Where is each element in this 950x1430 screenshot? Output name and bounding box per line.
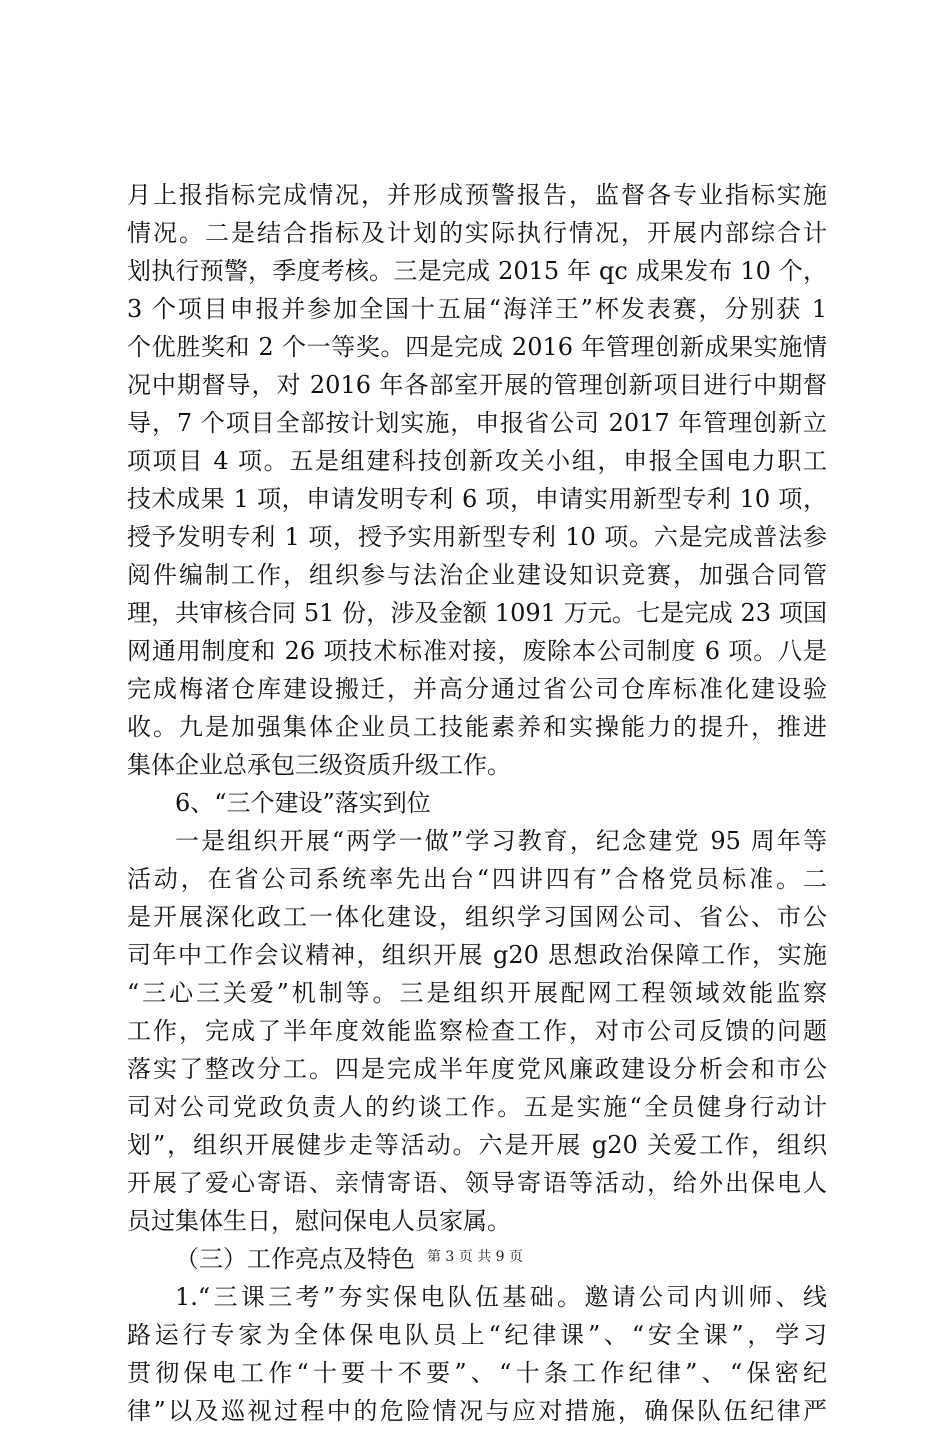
text-line: 技术成果 1 项，申请发明专利 6 项，申请实用新型专利 10 项， (127, 485, 827, 513)
text-line: 划执行预警，季度考核。三是完成 2015 年 qc 成果发布 10 个， (127, 257, 827, 285)
body-text (127, 176, 827, 1430)
text-line: 司对公司党政负责人的约谈工作。五是实施“全员健身行动计 (127, 1093, 827, 1121)
text-line: 月上报指标完成情况，并形成预警报告，监督各专业指标实施 (127, 181, 827, 209)
text-line: 个优胜奖和 2 个一等奖。四是完成 2016 年管理创新成果实施情 (127, 333, 827, 361)
text-line: 律”以及巡视过程中的危险情况与应对措施，确保队伍纪律严 (127, 1397, 827, 1425)
text-line: 1.“三课三考”夯实保电队伍基础。邀请公司内训师、线 (175, 1283, 827, 1311)
text-line: 活动，在省公司系统率先出台“四讲四有”合格党员标准。二 (127, 865, 827, 893)
text-line: 网通用制度和 26 项技术标准对接，废除本公司制度 6 项。八是 (127, 637, 827, 665)
text-line: 况中期督导，对 2016 年各部室开展的管理创新项目进行中期督 (127, 371, 827, 399)
text-line: “三心三关爱”机制等。三是组织开展配网工程领域效能监察 (127, 979, 827, 1007)
page-number-footer: 第 3 页 共 9 页 (426, 1249, 524, 1265)
text-line: 路运行专家为全体保电队员上“纪律课”、“安全课”，学习 (127, 1321, 827, 1349)
text-line: 完成梅渚仓库建设搬迁，并高分通过省公司仓库标准化建设验 (127, 675, 827, 703)
text-line: 司年中工作会议精神，组织开展 g20 思想政治保障工作，实施 (127, 941, 827, 969)
text-line: 收。九是加强集体企业员工技能素养和实操能力的提升，推进 (127, 713, 827, 741)
text-line: 授予发明专利 1 项，授予实用新型专利 10 项。六是完成普法参 (127, 523, 827, 551)
text-line: 集体企业总承包三级资质升级工作。 (127, 751, 511, 779)
text-line: 员过集体生日，慰问保电人员家属。 (127, 1207, 511, 1235)
text-line: 划”，组织开展健步走等活动。六是开展 g20 关爱工作，组织 (127, 1131, 827, 1159)
text-line: 项项目 4 项。五是组建科技创新攻关小组，申报全国电力职工 (127, 447, 827, 475)
section-heading: （三）工作亮点及特色 (175, 1245, 415, 1273)
text-line: 情况。二是结合指标及计划的实际执行情况，开展内部综合计 (127, 219, 827, 247)
text-line: 导，7 个项目全部按计划实施，申报省公司 2017 年管理创新立 (127, 409, 827, 437)
text-line: 工作，完成了半年度效能监察检查工作，对市公司反馈的问题 (127, 1017, 827, 1045)
text-line: 贯彻保电工作“十要十不要”、“十条工作纪律”、“保密纪 (127, 1359, 827, 1387)
text-line: 落实了整改分工。四是完成半年度党风廉政建设分析会和市公 (127, 1055, 827, 1083)
section-heading: 6、“三个建设”落实到位 (175, 789, 431, 817)
text-line: 理，共审核合同 51 份，涉及金额 1091 万元。七是完成 23 项国 (127, 599, 827, 627)
text-line: 3 个项目申报并参加全国十五届“海洋王”杯发表赛，分别获 1 (127, 295, 827, 323)
text-line: 是开展深化政工一体化建设，组织学习国网公司、省公、市公 (127, 903, 827, 931)
text-line: 开展了爱心寄语、亲情寄语、领导寄语等活动，给外出保电人 (127, 1169, 827, 1197)
text-line: 阅件编制工作，组织参与法治企业建设知识竞赛，加强合同管 (127, 561, 827, 589)
text-line: 一是组织开展“两学一做”学习教育，纪念建党 95 周年等 (175, 827, 827, 855)
